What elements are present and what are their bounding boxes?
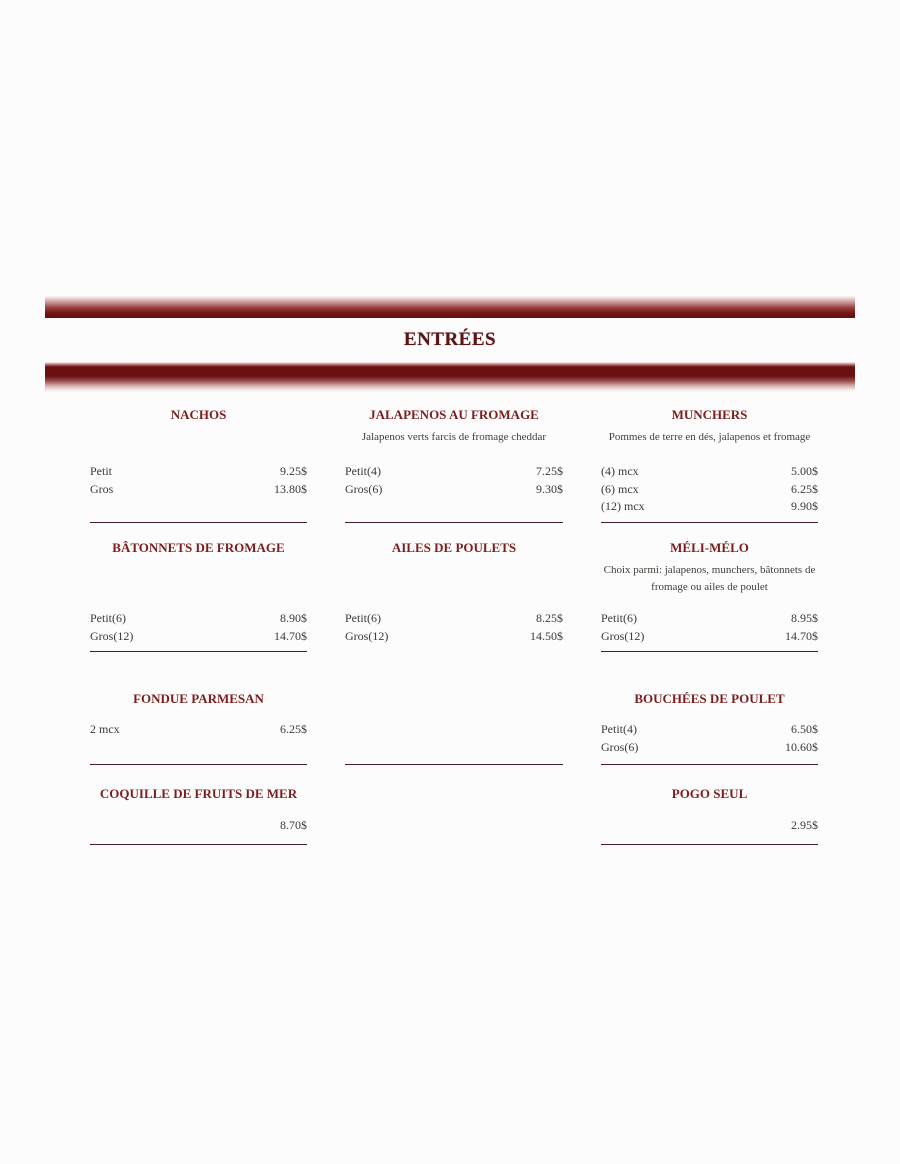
item-price: 7.25$ [536,464,563,478]
item-price: 6.50$ [791,722,818,736]
divider [601,651,818,652]
menu-section-fondue-parmesan [90,689,307,765]
item-label: Petit [90,464,113,478]
item-price: 8.90$ [280,611,307,625]
menu-item [601,481,818,499]
section-heading: COQUILLE DE FRUITS DE MER [99,786,298,801]
menu-item [90,628,307,646]
page-title: ENTRÉES [403,329,497,350]
menu-item [345,481,563,499]
item-label: Petit(6) [90,611,126,625]
section-description [345,558,563,610]
menu-item [345,610,563,628]
section-description: Jalapenos verts farcis de fromage cheddar [361,431,547,443]
section-items [345,463,563,498]
menu-section-ailes-de-poulets [345,523,563,689]
item-price: 2.95$ [791,818,818,832]
item-label: (6) mcx [601,481,639,496]
section-items [90,817,307,835]
section-items [90,610,307,645]
section-heading: POGO SEUL [671,786,748,801]
menu-item [90,610,307,628]
item-price: 9.25$ [280,464,307,478]
menu-section-coquille-de-fruits-de-mer [90,765,307,845]
item-price: 9.90$ [791,499,818,513]
item-label: Petit(4) [601,722,637,736]
item-label: Gros(12) [90,628,134,643]
section-heading: MUNCHERS [671,407,748,422]
section-items [601,817,818,835]
item-price: 14.70$ [785,628,818,643]
divider [90,844,307,845]
item-label: Petit(6) [601,611,637,625]
header-band-bottom [45,362,855,393]
item-price: 6.25$ [791,481,818,496]
menu-item [601,498,818,516]
item-price: 13.80$ [274,481,307,496]
menu-section-nachos [90,405,307,523]
section-description [90,425,307,463]
item-label: (12) mcx [601,499,645,513]
section-items [601,463,818,516]
item-price: 14.50$ [530,628,563,643]
item-label: Gros(6) [345,481,383,496]
menu-section-middle-spacer [345,689,563,765]
menu-section-batonnets-de-fromage [90,523,307,689]
section-heading: AILES DE POULETS [391,540,517,555]
item-price: 9.30$ [536,481,563,496]
menu-section-jalapenos-au-fromage [345,405,563,523]
item-price: 14.70$ [274,628,307,643]
menu-item [601,628,818,646]
header-band-top [45,296,855,318]
divider [601,844,818,845]
item-label: Petit(6) [345,611,381,625]
menu-item [601,817,818,835]
item-label: Gros [90,481,114,496]
divider [90,651,307,652]
item-label: Petit(4) [345,464,381,478]
menu-item [601,610,818,628]
item-label: (4) mcx [601,464,639,478]
menu-item [601,739,818,757]
section-heading: BÂTONNETS DE FROMAGE [112,540,285,555]
menu-item [601,463,818,481]
menu-item [90,817,307,835]
section-heading: MÉLI-MÉLO [670,540,749,555]
section-heading: BOUCHÉES DE POULET [634,691,785,706]
menu-item [345,463,563,481]
menu-item [90,463,307,481]
item-label: 2 mcx [90,722,120,736]
item-label: Gros(12) [601,628,645,643]
item-price: 5.00$ [791,464,818,478]
section-items [345,610,563,645]
item-price: 6.25$ [280,722,307,736]
menu-item [601,721,818,739]
section-description: Pommes de terre en dés, jalapenos et fromage [608,431,811,443]
menu-section-meli-melo [601,523,818,689]
menu-grid [90,405,818,845]
menu-item [90,481,307,499]
section-heading: FONDUE PARMESAN [133,691,264,706]
section-description [90,558,307,610]
section-heading: JALAPENOS AU FROMAGE [369,407,539,422]
divider [345,764,563,765]
item-price: 8.95$ [791,611,818,625]
item-label: Gros(6) [601,739,639,754]
item-price: 10.60$ [785,739,818,754]
section-heading: NACHOS [170,407,227,422]
section-items [90,721,307,739]
section-description: Choix parmi: jalapenos, munchers, bâtonnets de fromage ou ailes de poulet [603,564,816,593]
menu-section-pogo-seul [601,765,818,845]
section-items [90,463,307,498]
item-price: 8.25$ [536,611,563,625]
item-label: Gros(12) [345,628,389,643]
menu-section-munchers [601,405,818,523]
menu-item [90,721,307,739]
page-title-row [0,329,900,351]
section-items [601,721,818,756]
section-items [601,610,818,645]
menu-item [345,628,563,646]
menu-section-bouchees-de-poulet [601,689,818,765]
item-price: 8.70$ [280,818,307,832]
